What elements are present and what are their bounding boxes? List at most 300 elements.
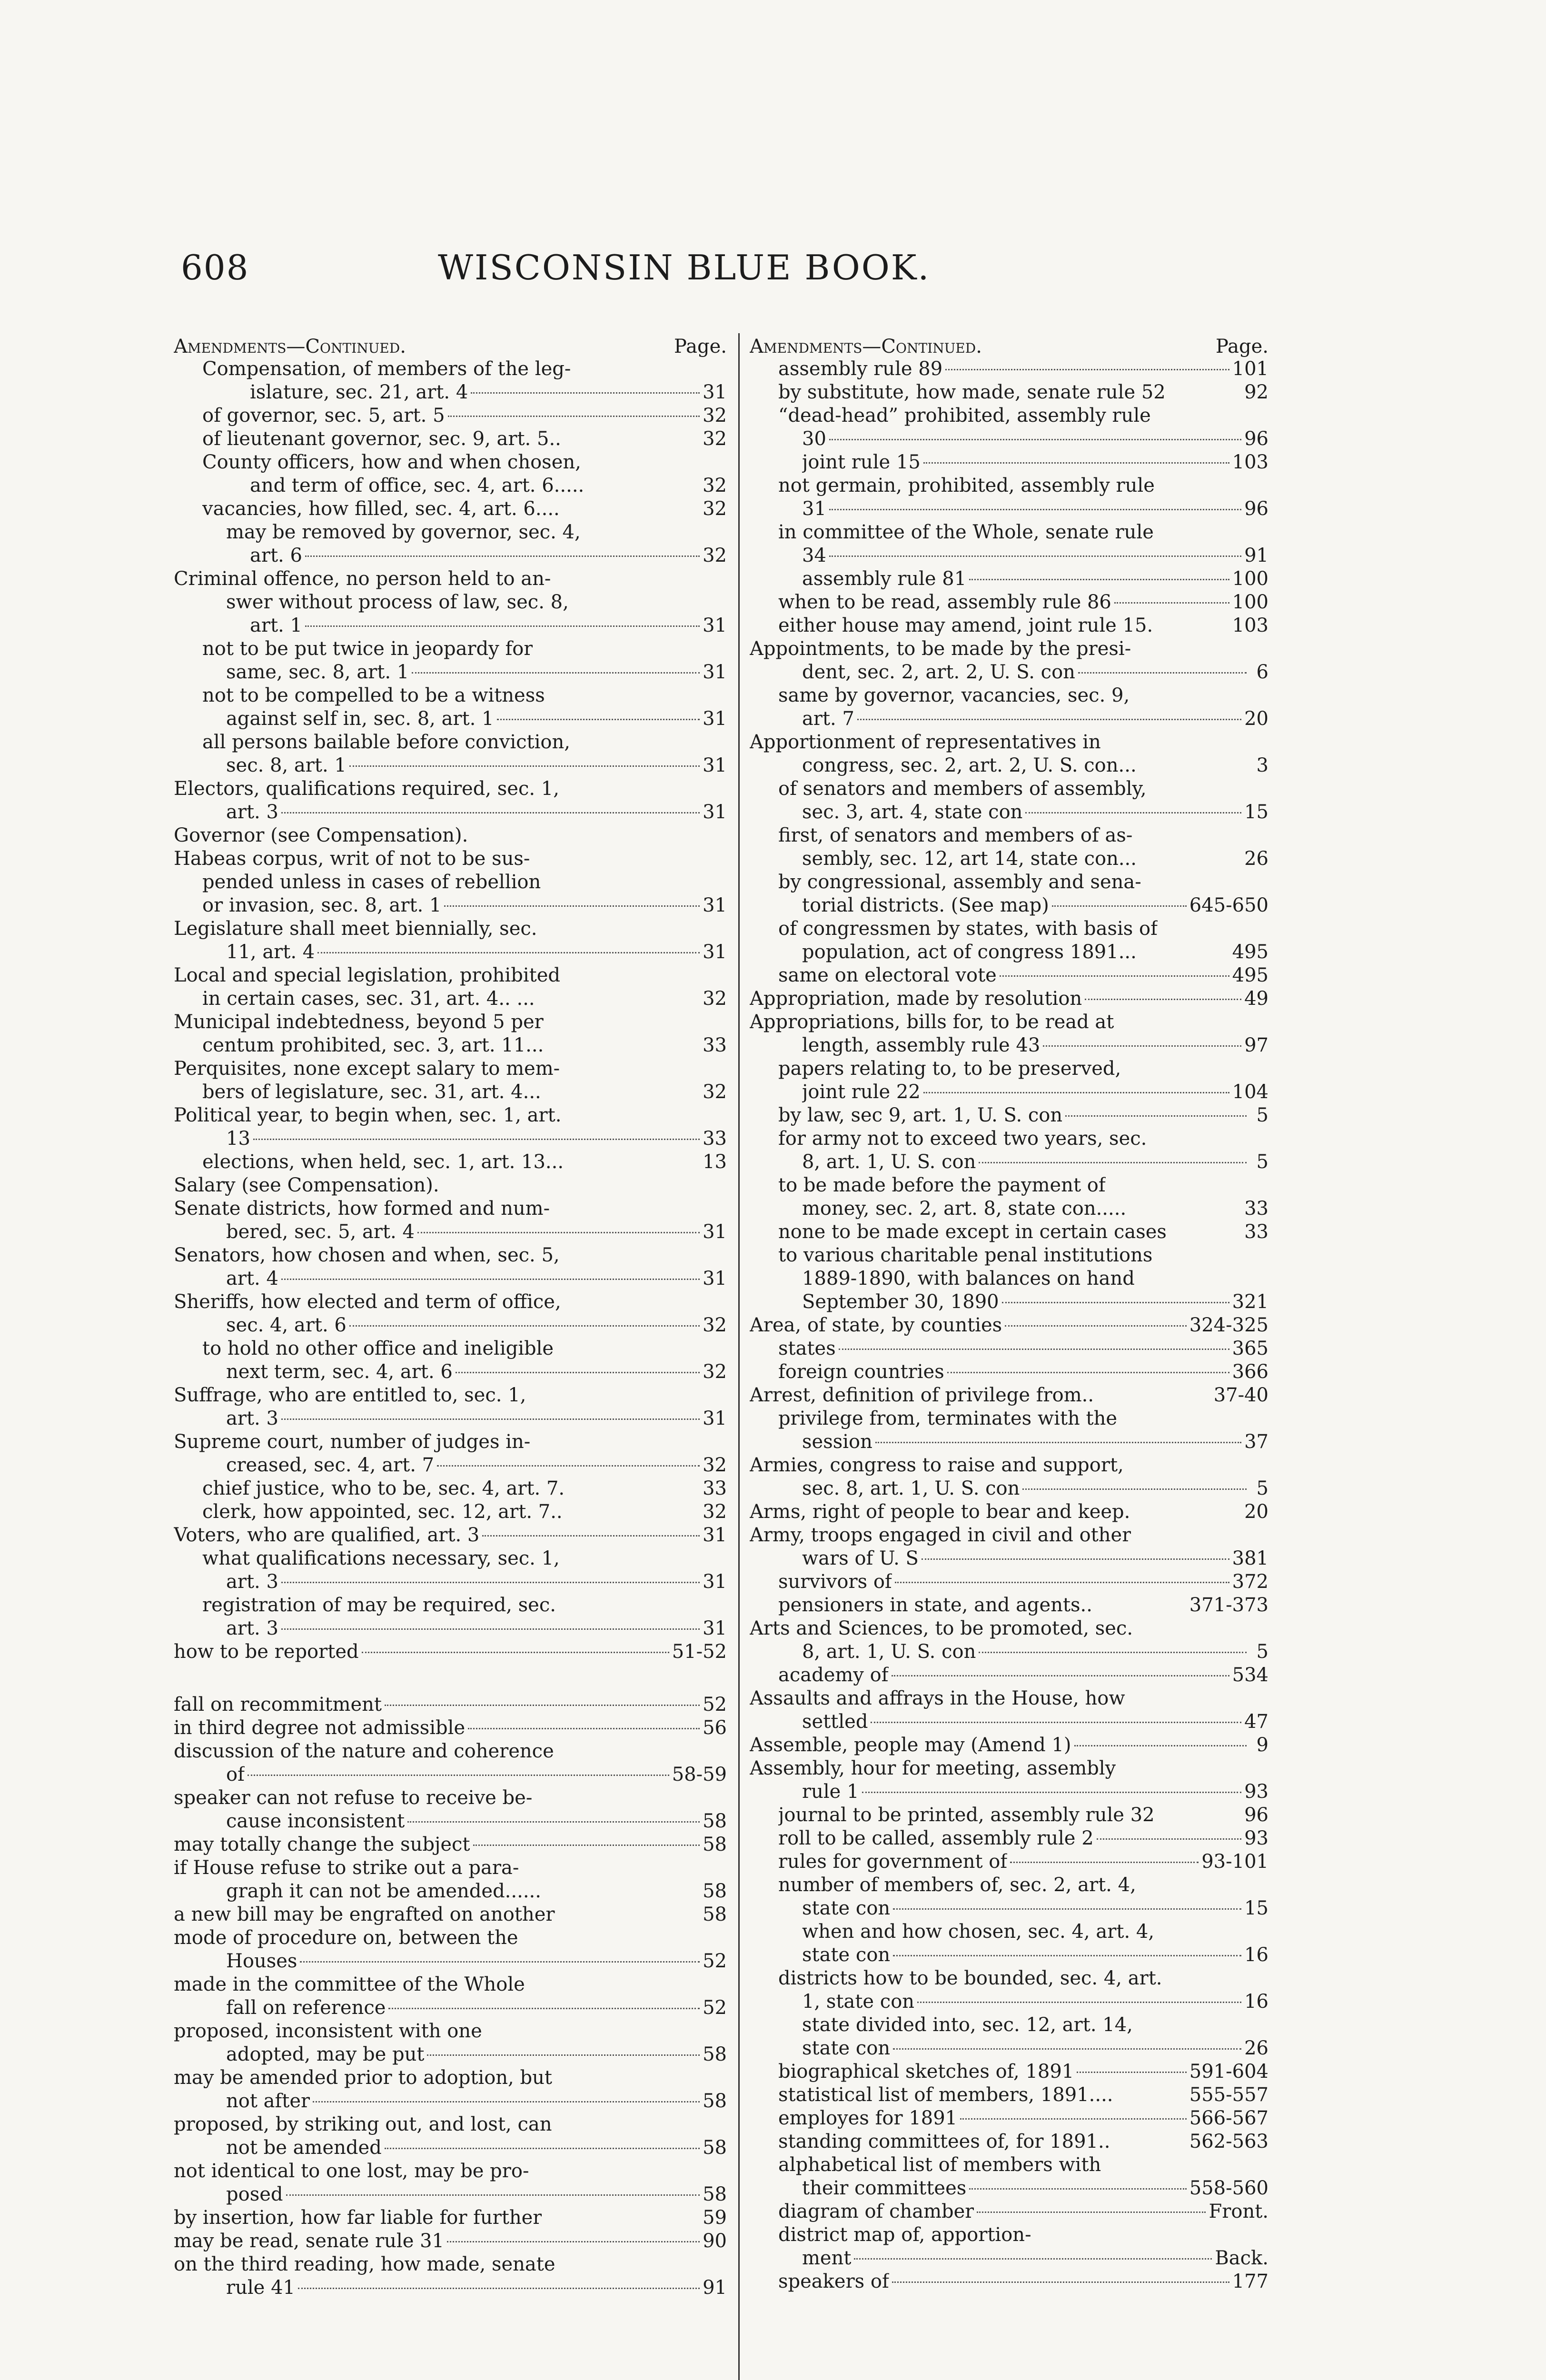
index-entry-line [750, 987, 1269, 1011]
entry-page-number: 9 [1256, 1734, 1269, 1756]
index-entry-line [750, 637, 1269, 661]
entry-text: Political year, to begin when, sec. 1, art. [174, 1104, 562, 1126]
entry-text: art. 3 [226, 801, 278, 823]
dot-leader [923, 456, 1229, 464]
entry-page-number: 32 [703, 1314, 727, 1336]
entry-text: Appropriation, made by resolution [750, 988, 1082, 1010]
index-entry-line [750, 2177, 1269, 2200]
index-entry-line [750, 1757, 1269, 1780]
entry-text: by substitute, how made, senate rule 52 [778, 381, 1166, 403]
entry-page-number: 47 [1244, 1711, 1269, 1733]
entry-text: bered, sec. 5, art. 4 [226, 1221, 415, 1243]
entry-page-number: 92 [1244, 381, 1269, 403]
entry-text: against self in, sec. 8, art. 1 [226, 708, 494, 730]
dot-leader [829, 433, 1241, 440]
page-label: Page. [1216, 336, 1269, 357]
index-entry-line [174, 1500, 727, 1524]
entry-page-number: 52 [703, 1694, 727, 1716]
dot-leader [857, 713, 1241, 720]
entry-text: swer without process of law, sec. 8, [226, 591, 569, 613]
dot-leader [1158, 1811, 1242, 1816]
dot-leader [253, 1133, 700, 1140]
index-entry-line [174, 1011, 727, 1034]
index-entry-line [750, 917, 1269, 941]
entry-text: sec. 8, art. 1, U. S. con [802, 1478, 1020, 1499]
entry-text: art. 3 [226, 1617, 278, 1639]
entry-text: districts how to be bounded, sec. 4, art. [778, 1967, 1162, 1989]
entry-page-number: 321 [1232, 1291, 1269, 1313]
index-entry-line [750, 894, 1269, 917]
index-entry-line [174, 1903, 727, 1926]
entry-text: by insertion, how far liable for further [174, 2207, 542, 2229]
dot-leader [1085, 993, 1241, 1000]
entry-text: “dead-head” prohibited, assembly rule [778, 405, 1151, 426]
entry-page-number: 495 [1232, 941, 1269, 963]
entry-text: County officers, how and when chosen, [202, 451, 581, 473]
index-entry-line [174, 1220, 727, 1244]
entry-text: papers relating to, to be preserved, [778, 1058, 1121, 1080]
index-entry-line [750, 1220, 1269, 1244]
dot-leader [1129, 1204, 1241, 1210]
entry-page-number: 32 [703, 1501, 727, 1523]
entry-page-number: 555-557 [1189, 2084, 1269, 2106]
entry-page-number: 33 [1244, 1198, 1269, 1220]
index-entry-line [750, 1384, 1269, 1407]
entry-page-number: Back. [1215, 2247, 1269, 2269]
index-entry-line [750, 2247, 1269, 2270]
entry-text: same, sec. 8, art. 1 [226, 661, 409, 683]
entry-text: sec. 4, art. 6 [226, 1314, 347, 1336]
entry-text: Perquisites, none except salary to mem- [174, 1058, 560, 1080]
index-entry-line [750, 941, 1269, 964]
entry-text: posed [226, 2183, 283, 2205]
entry-page-number: 5 [1256, 1104, 1269, 1126]
entry-text: torial districts. (See map) [802, 894, 1049, 916]
entry-text: district map of, apportion- [778, 2224, 1031, 2246]
entry-text: discussion of the nature and coherence [174, 1740, 554, 1762]
entry-page-number: 100 [1232, 568, 1269, 590]
entry-text: islature, sec. 21, art. 4 [250, 381, 468, 403]
page-number: 608 [181, 248, 249, 288]
entry-text: and term of office, sec. 4, art. 6..... [250, 475, 585, 496]
entry-text: may be amended prior to adoption, but [174, 2067, 552, 2089]
entry-text: sec. 8, art. 1 [226, 754, 347, 776]
index-entry-line [174, 1640, 727, 1664]
entry-text: to hold no other office and ineligible [202, 1338, 554, 1359]
entry-page-number: 31 [703, 1524, 727, 1546]
entry-page-number: 31 [703, 381, 727, 403]
index-entry-line [174, 567, 727, 591]
entry-page-number: 97 [1244, 1034, 1269, 1056]
index-entry-line [750, 777, 1269, 801]
entry-text: standing committees of, for 1891.. [778, 2131, 1110, 2152]
dot-leader [917, 1996, 1241, 2003]
index-entry-line [750, 1430, 1269, 1454]
entry-text: same by governor, vacancies, sec. 9, [778, 684, 1130, 706]
index-entry-line [750, 1477, 1269, 1500]
index-entry-line [174, 871, 727, 894]
dot-leader [448, 410, 700, 417]
index-entry-line [750, 847, 1269, 871]
entry-text: pended unless in cases of rebellion [202, 871, 541, 893]
index-entry-line [174, 2136, 727, 2160]
entry-text: creased, sec. 4, art. 7 [226, 1454, 435, 1476]
index-entry-line [750, 2223, 1269, 2247]
entry-text: fall on reference [226, 1997, 386, 2019]
dot-leader [829, 503, 1241, 510]
dot-leader [281, 1413, 700, 1420]
entry-page-number: 58-59 [672, 1764, 727, 1785]
index-entry-line [750, 451, 1269, 474]
index-entry-line [750, 871, 1269, 894]
dot-leader [923, 1086, 1229, 1093]
entry-page-number: 58 [703, 2090, 727, 2112]
dot-leader [1010, 1856, 1199, 1863]
index-entry-line [174, 987, 727, 1011]
index-entry-line [174, 1244, 727, 1267]
entry-page-number: 365 [1232, 1338, 1269, 1359]
entry-page-number: 31 [703, 1571, 727, 1593]
entry-page-number: 366 [1232, 1361, 1269, 1383]
entry-page-number: Front. [1209, 2201, 1269, 2222]
dot-leader [349, 1319, 700, 1327]
index-entry-line [750, 1524, 1269, 1547]
index-entry-line [750, 1011, 1269, 1034]
dot-leader [567, 1484, 700, 1490]
entry-text: elections, when held, sec. 1, art. 13... [202, 1151, 564, 1173]
index-entry-line [750, 1734, 1269, 1757]
dot-leader [893, 1903, 1241, 1910]
entry-text: speakers of [778, 2271, 889, 2292]
index-entry-line [174, 1477, 727, 1500]
entry-page-number: 5 [1256, 1478, 1269, 1499]
index-entry-line [174, 777, 727, 801]
dot-leader [248, 1769, 669, 1776]
dot-leader [1043, 1040, 1241, 1047]
dot-leader [1005, 1319, 1187, 1327]
dot-leader [412, 666, 700, 674]
dot-leader [545, 2213, 700, 2219]
index-entry-line [174, 1290, 727, 1314]
entry-text: when to be read, assembly rule 86 [778, 591, 1111, 613]
index-entry-line [174, 427, 727, 451]
index-entry-line [174, 1833, 727, 1856]
index-entry-line [174, 1384, 727, 1407]
index-entry-line [174, 2230, 727, 2253]
index-entry-line [174, 2206, 727, 2230]
entry-page-number: 103 [1232, 615, 1269, 636]
index-entry-line [750, 1874, 1269, 1897]
index-entry-line [750, 1710, 1269, 1734]
dot-leader [286, 2189, 700, 2196]
dot-leader [447, 2235, 700, 2242]
entry-text: employes for 1891 [778, 2107, 958, 2129]
entry-text: alphabetical list of members with [778, 2154, 1101, 2176]
entry-page-number: 31 [703, 661, 727, 683]
index-entry-line [174, 2043, 727, 2066]
entry-text: number of members of, sec. 2, art. 4, [778, 1874, 1136, 1896]
entry-text: art. 3 [226, 1408, 278, 1429]
entry-text: Sheriffs, how elected and term of office, [174, 1291, 561, 1313]
entry-text: in third degree not admissible [174, 1717, 466, 1739]
index-entry-line [750, 1547, 1269, 1570]
entry-page-number: 58 [703, 2137, 727, 2159]
entry-text: Local and special legislation, prohibited [174, 964, 560, 986]
index-entry-line [174, 2276, 727, 2300]
entry-page-number: 104 [1232, 1081, 1269, 1103]
dot-leader [1077, 2066, 1187, 2073]
index-entry-line [750, 1244, 1269, 1267]
dot-leader [437, 1459, 700, 1467]
entry-text: chief justice, who to be, sec. 4, art. 7. [202, 1478, 565, 1499]
index-entry-line [174, 381, 727, 404]
entry-text: by law, sec 9, art. 1, U. S. con [778, 1104, 1063, 1126]
entry-text: population, act of congress 1891... [802, 941, 1137, 963]
dot-leader [1169, 388, 1241, 394]
entry-text: a new bill may be engrafted on another [174, 1904, 555, 1925]
entry-page-number: 58 [703, 1810, 727, 1832]
entry-text: all persons bailable before conviction, [202, 731, 570, 753]
index-entry-line [174, 1950, 727, 1973]
entry-text: states [778, 1338, 836, 1359]
entry-page-number: 13 [703, 1151, 727, 1173]
dot-leader [854, 2252, 1212, 2260]
dot-leader [587, 481, 700, 487]
entry-text: art. 4 [226, 1268, 278, 1289]
entry-page-number: 59 [703, 2207, 727, 2229]
entry-text: Assembly, hour for meeting, assembly [750, 1757, 1116, 1779]
index-entry-line [750, 2130, 1269, 2153]
entry-page-number: 33 [703, 1128, 727, 1150]
dot-leader [564, 435, 700, 440]
entry-text: 1889-1890, with balances on hand [802, 1268, 1135, 1289]
entry-text: rule 1 [802, 1781, 859, 1803]
entry-text: diagram of chamber [778, 2201, 974, 2222]
dot-leader [456, 1366, 700, 1373]
index-entry-line [750, 684, 1269, 707]
dot-leader [281, 806, 700, 813]
index-entries [750, 357, 1269, 2293]
entry-text: academy of [778, 1664, 889, 1686]
index-entry-line [750, 381, 1269, 404]
index-entry-line [174, 1786, 727, 1810]
dot-leader [871, 1716, 1241, 1723]
entry-text: art. 3 [226, 1571, 278, 1593]
entry-text: survivors of [778, 1571, 892, 1593]
dot-leader [947, 1366, 1229, 1373]
entry-text: centum prohibited, sec. 3, art. 11... [202, 1034, 544, 1056]
dot-leader [1074, 1739, 1247, 1746]
entry-page-number: 534 [1232, 1664, 1269, 1686]
entry-text: of congressmen by states, with basis of [778, 918, 1158, 940]
index-entry-line [750, 427, 1269, 451]
index-entry-line [750, 2200, 1269, 2223]
dot-leader [1169, 1228, 1241, 1233]
entry-text: on the third reading, how made, senate [174, 2253, 555, 2275]
index-entry-line [174, 1740, 727, 1763]
index-entry-line [174, 357, 727, 381]
dot-leader [538, 994, 700, 1000]
entry-text: September 30, 1890 [802, 1291, 999, 1313]
entry-text: Municipal indebtedness, beyond 5 per [174, 1011, 544, 1033]
index-entry-line [174, 637, 727, 661]
index-entry-line [174, 1407, 727, 1430]
entry-text: Compensation, of members of the leg- [202, 358, 571, 380]
index-entry-line [750, 1337, 1269, 1360]
index-entry-line [174, 894, 727, 917]
index-entry-line [174, 1570, 727, 1594]
dot-leader [839, 1343, 1229, 1350]
entry-text: foreign countries [778, 1361, 944, 1383]
entry-page-number: 26 [1244, 848, 1269, 870]
entry-page-number: 381 [1232, 1547, 1269, 1569]
entry-page-number: 101 [1232, 358, 1269, 380]
dot-leader [305, 620, 700, 627]
dot-leader [565, 1507, 700, 1513]
entry-page-number: 37-40 [1213, 1384, 1269, 1406]
entry-page-number: 31 [703, 1617, 727, 1639]
entry-text: Criminal offence, no person held to an- [174, 568, 551, 590]
entry-text: in certain cases, sec. 31, art. 4.. ... [202, 988, 535, 1010]
entry-page-number: 96 [1244, 498, 1269, 520]
entry-page-number: 32 [703, 545, 727, 566]
entry-text: or invasion, sec. 8, art. 1 [202, 894, 442, 916]
entry-text: not germain, prohibited, assembly rule [778, 475, 1155, 496]
entry-page-number: 32 [703, 1361, 727, 1383]
index-entry-line [750, 731, 1269, 754]
entry-text: Assemble, people may (Amend 1) [750, 1734, 1071, 1756]
index-entry-line [750, 2153, 1269, 2177]
entry-text: state con [802, 2037, 891, 2059]
entry-page-number: 58 [703, 1904, 727, 1925]
dot-leader [1140, 761, 1247, 767]
index-entry-line [750, 567, 1269, 591]
entry-text: art. 7 [802, 708, 854, 730]
entry-page-number: 177 [1232, 2271, 1269, 2292]
index-entry-line [750, 1827, 1269, 1850]
index-entry-line [750, 707, 1269, 731]
entry-text: either house may amend, joint rule 15. [778, 615, 1153, 636]
index-entry-line [174, 1594, 727, 1617]
entry-page-number: 56 [703, 1717, 727, 1739]
entry-text: registration of may be required, sec. [202, 1594, 556, 1616]
dot-leader [281, 1576, 700, 1583]
index-entry-line [174, 2020, 727, 2043]
dot-leader [893, 1949, 1241, 1956]
entry-text: Senate districts, how formed and num- [174, 1198, 550, 1220]
index-entry-line [174, 1174, 727, 1197]
dot-leader [407, 1815, 700, 1823]
entry-page-number: 31 [703, 615, 727, 636]
entry-text: art. 6 [250, 545, 302, 566]
index-entry-line [174, 1996, 727, 2020]
entry-text: congress, sec. 2, art. 2, U. S. con... [802, 754, 1137, 776]
entry-text: length, assembly rule 43 [802, 1034, 1041, 1056]
dot-leader [969, 573, 1229, 580]
entry-text: mode of procedure on, between the [174, 1927, 518, 1949]
entry-text: not identical to one lost, may be pro- [174, 2160, 529, 2182]
entry-text: Appointments, to be made by the presi- [750, 638, 1131, 660]
entry-text: 11, art. 4 [226, 941, 315, 963]
dot-leader [300, 1955, 700, 1963]
dot-leader [544, 1887, 700, 1893]
entry-text: joint rule 22 [802, 1081, 921, 1103]
entry-text: graph it can not be amended...... [226, 1880, 541, 1902]
dot-leader [1025, 806, 1241, 813]
entry-text: state con [802, 1944, 891, 1966]
index-entry-line [174, 404, 727, 427]
entry-page-number: 20 [1244, 708, 1269, 730]
entry-text: for army not to exceed two years, sec. [778, 1128, 1147, 1150]
index-entry-line [174, 1810, 727, 1833]
index-entry-line [174, 1034, 727, 1057]
entry-text: cause inconsistent [226, 1810, 405, 1832]
entry-page-number: 371-373 [1189, 1594, 1269, 1616]
index-entry-line [750, 1127, 1269, 1150]
dot-leader [1097, 1833, 1241, 1840]
dot-leader [313, 2095, 700, 2102]
dot-leader [1097, 1391, 1211, 1397]
entry-text: 13 [226, 1128, 250, 1150]
entry-text: Armies, congress to raise and support, [750, 1454, 1124, 1476]
entry-text: made in the committee of the Whole [174, 1973, 525, 1995]
entry-page-number: 26 [1244, 2037, 1269, 2059]
index-entry-line [174, 964, 727, 987]
entry-text: privilege from, terminates with the [778, 1408, 1118, 1429]
entry-page-number: 93 [1244, 1827, 1269, 1849]
index-entry-line [174, 1856, 727, 1880]
entry-text: settled [802, 1711, 868, 1733]
entry-text: their committees [802, 2177, 967, 2199]
dot-leader [862, 1786, 1242, 1793]
entry-text: Legislature shall meet biennially, sec. [174, 918, 537, 940]
entry-page-number: 16 [1244, 1944, 1269, 1966]
entry-page-number: 495 [1232, 964, 1269, 986]
entry-text: wars of U. S [802, 1547, 919, 1569]
entry-text: art. 1 [250, 615, 302, 636]
entry-page-number: 32 [703, 428, 727, 450]
index-entry-line [750, 2107, 1269, 2130]
entry-text: none to be made except in certain cases [778, 1221, 1167, 1243]
index-entry-line [174, 1693, 727, 1716]
entry-text: of governor, sec. 5, art. 5 [202, 405, 445, 426]
entry-text: 30 [802, 428, 826, 450]
entry-page-number: 31 [703, 1268, 727, 1289]
index-entry-line [750, 1314, 1269, 1337]
entry-text: Apportionment of representatives in [750, 731, 1101, 753]
dot-leader [362, 1646, 669, 1653]
index-entry-line [750, 1664, 1269, 1687]
index-entry-line [750, 1967, 1269, 1990]
dot-leader [922, 1553, 1229, 1560]
entry-text: statistical list of members, 1891.... [778, 2084, 1113, 2106]
index-entry-line [750, 614, 1269, 637]
dot-leader [1002, 1296, 1229, 1303]
index-entry-line [750, 1197, 1269, 1220]
index-entry-line [750, 1290, 1269, 1314]
dot-leader [1095, 1601, 1187, 1606]
entry-text: fall on recommitment [174, 1694, 382, 1716]
entry-page-number: 32 [703, 1081, 727, 1103]
index-entry-line [174, 707, 727, 731]
entry-page-number: 566-567 [1189, 2107, 1269, 2129]
entry-text: of lieutenant governor, sec. 9, art. 5.. [202, 428, 561, 450]
entry-text: journal to be printed, assembly rule 32 [778, 1804, 1155, 1826]
entry-text: speaker can not refuse to receive be- [174, 1787, 533, 1809]
entry-page-number: 37 [1244, 1431, 1269, 1453]
dot-leader [471, 387, 700, 394]
column-heading [750, 336, 1269, 357]
